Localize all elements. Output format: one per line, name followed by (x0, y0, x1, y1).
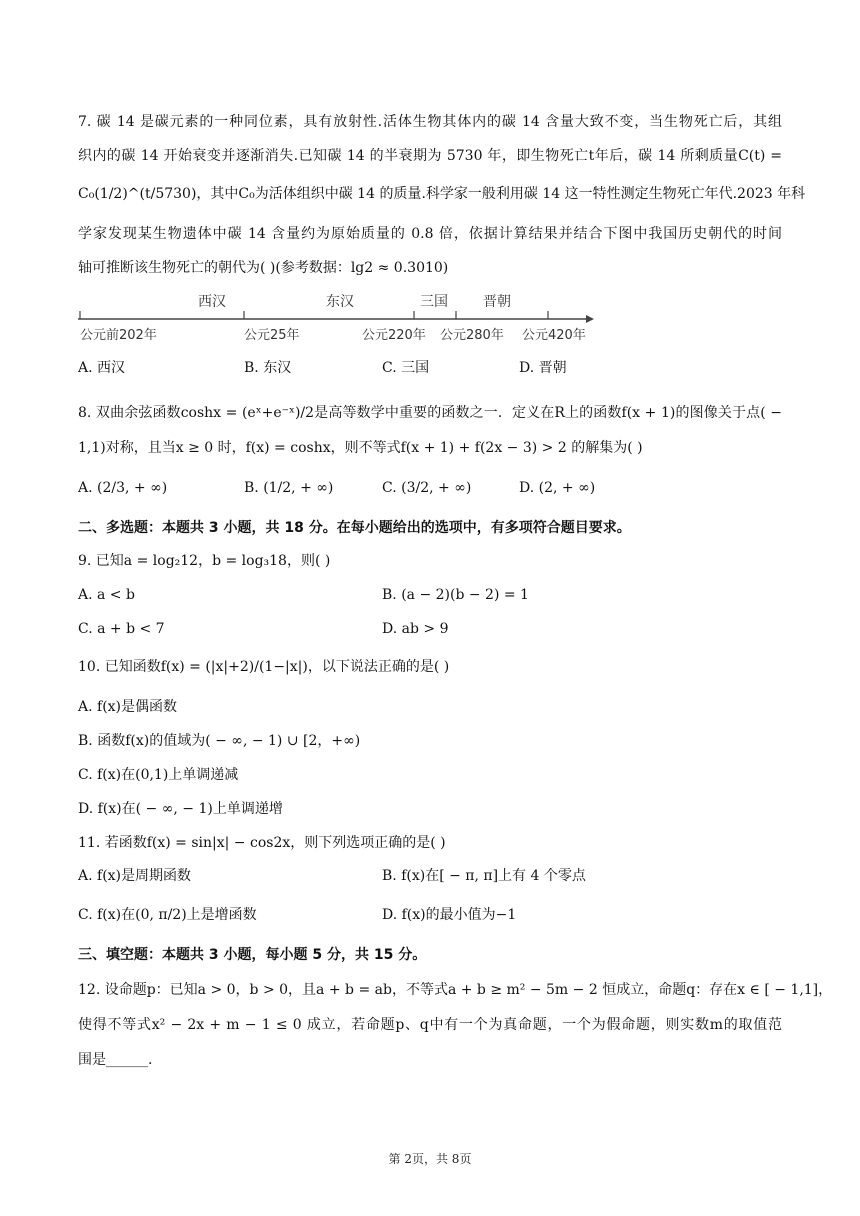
section-2-heading: 二、多选题：本题共 3 小题，共 18 分。在每小题给出的选项中，有多项符合题目要求。 (78, 520, 631, 536)
q12-line2: 使得不等式x² − 2x + m − 1 ≤ 0 成立，若命题p、q中有一个为真命题，一个为假命题，则实数m的取值范 (78, 1017, 782, 1033)
q8-line1: 8. 双曲余弦函数coshx = (eˣ+e⁻ˣ)/2是高等数学中重要的函数之一．定义在R上的函数f(x + 1)的图像关于点( − (78, 405, 782, 421)
tick-label: 公元220年 (362, 328, 426, 343)
timeline-arrow (586, 315, 594, 323)
dynasty-label: 晋朝 (483, 294, 511, 310)
dynasty-label: 东汉 (326, 294, 354, 310)
tick-label: 公元25年 (244, 328, 300, 343)
q7-line1: 7. 碳 14 是碳元素的一种同位素，具有放射性.活体生物其体内的碳 14 含量大致不变，当生物死亡后，其组 (78, 114, 782, 130)
q9-option-d: D. ab > 9 (382, 621, 449, 637)
q11-option-b: B. f(x)在[ − π, π]上有 4 个零点 (382, 868, 586, 884)
q7-line5: 轴可推断该生物死亡的朝代为( )(参考数据：lg2 ≈ 0.3010) (78, 260, 449, 276)
q10-stem: 10. 已知函数f(x) = (|x|+2)/(1−|x|)，以下说法正确的是( ) (78, 659, 450, 675)
q7-line3: C₀(1/2)^(t/5730)，其中C₀为活体组织中碳 14 的质量.科学家一般利用碳 14 这一特性测定生物死亡年代.2023 年科 (78, 186, 806, 202)
q8-option-c: C. (3/2, + ∞) (382, 480, 472, 496)
q10-option-d: D. f(x)在( − ∞, − 1)上单调递增 (78, 801, 283, 817)
q12-line1: 12. 设命题p：已知a > 0，b > 0，且a + b = ab，不等式a + b ≥ m² − 5m − 2 恒成立，命题q：存在x ∈ [ − 1,1]， (78, 982, 833, 998)
q9-option-c: C. a + b < 7 (78, 621, 165, 637)
q7-line2: 织内的碳 14 开始衰变并逐渐消失.已知碳 14 的半衰期为 5730 年，即生物死亡t年后，碳 14 所剩质量C(t) = (78, 148, 782, 164)
q7-option-c: C. 三国 (382, 360, 430, 376)
q11-option-a: A. f(x)是周期函数 (78, 868, 192, 884)
q10-option-b: B. 函数f(x)的值域为( − ∞, − 1) ∪ [2，+∞) (78, 733, 361, 749)
tick-label: 公元前202年 (80, 328, 157, 343)
q8-line2: 1,1)对称，且当x ≥ 0 时，f(x) = coshx，则不等式f(x + 1) + f(2x − 3) > 2 的解集为( ) (78, 440, 643, 456)
dynasty-label: 西汉 (198, 294, 226, 310)
dynasty-label: 三国 (420, 294, 448, 310)
q12-line3: 围是______. (78, 1052, 153, 1068)
q8-option-b: B. (1/2, + ∞) (244, 480, 334, 496)
q10-option-c: C. f(x)在(0,1)上单调递减 (78, 767, 239, 783)
q9-option-b: B. (a − 2)(b − 2) = 1 (382, 587, 529, 603)
q9-option-a: A. a < b (78, 587, 135, 603)
q8-option-d: D. (2, + ∞) (519, 480, 596, 496)
q7-option-a: A. 西汉 (78, 360, 126, 376)
q7-option-d: D. 晋朝 (519, 360, 567, 376)
dynasty-timeline (78, 286, 598, 348)
q11-option-c: C. f(x)在(0, π/2)上是增函数 (78, 907, 257, 923)
q7-option-b: B. 东汉 (244, 360, 292, 376)
q9-stem: 9. 已知a = log₂12，b = log₃18，则( ) (78, 553, 331, 569)
q7-line4: 学家发现某生物遗体中碳 14 含量约为原始质量的 0.8 倍，依据计算结果并结合下图中我国历史朝代的时间 (78, 226, 782, 242)
q10-option-a: A. f(x)是偶函数 (78, 699, 178, 715)
q11-stem: 11. 若函数f(x) = sin|x| − cos2x，则下列选项正确的是( ) (78, 835, 446, 851)
section-3-heading: 三、填空题：本题共 3 小题，每小题 5 分，共 15 分。 (78, 947, 427, 963)
q11-option-d: D. f(x)的最小值为−1 (382, 907, 517, 923)
q8-option-a: A. (2/3, + ∞) (78, 480, 168, 496)
tick-label: 公元420年 (522, 328, 586, 343)
page-footer: 第 2页，共 8页 (388, 1152, 472, 1166)
tick-label: 公元280年 (440, 328, 504, 343)
